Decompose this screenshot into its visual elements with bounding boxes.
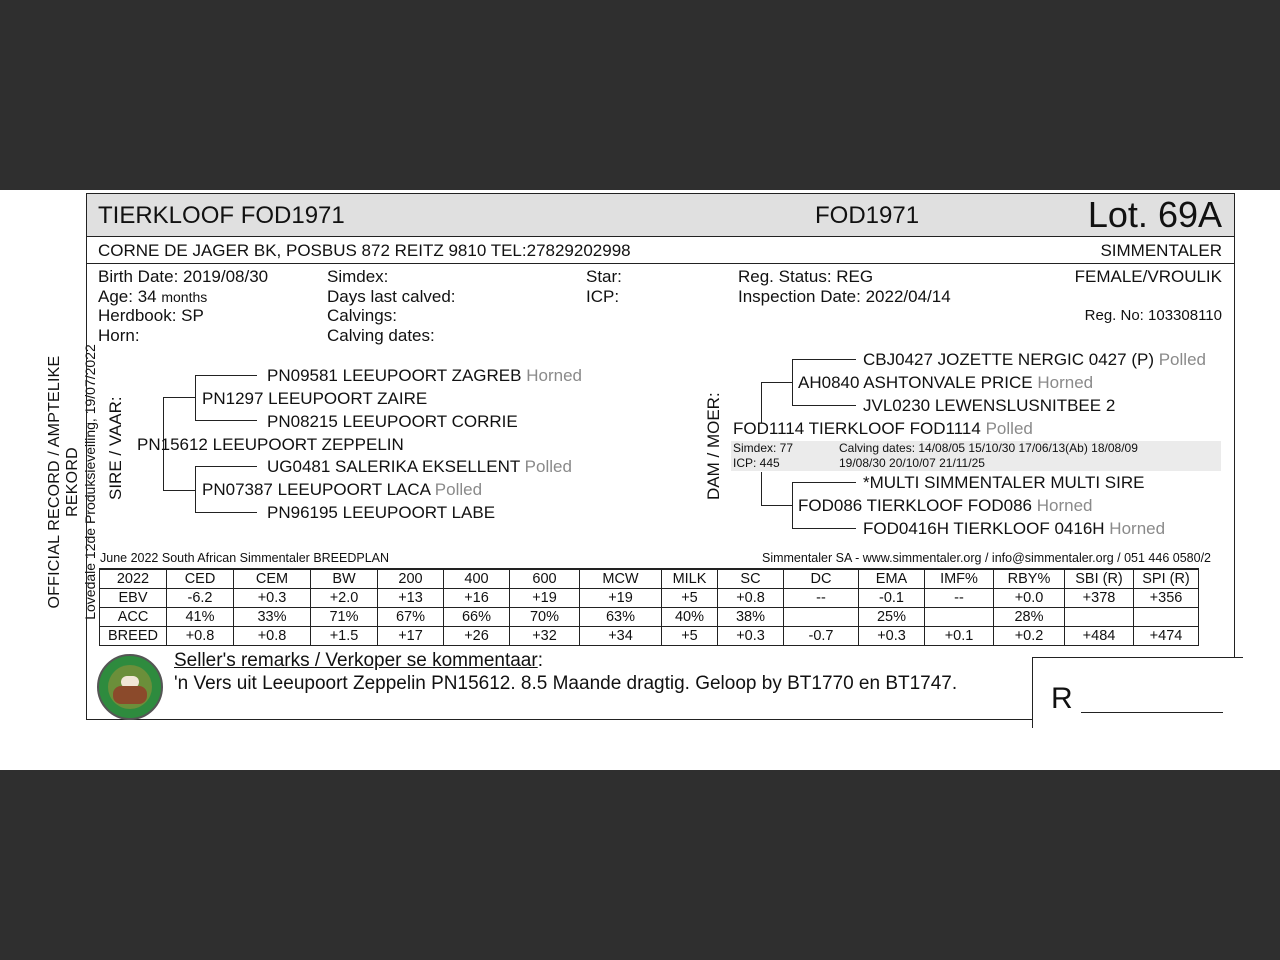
ebv-cell: SBI (R) xyxy=(1065,569,1134,589)
ebv-cell: +0.3 xyxy=(718,627,784,646)
sire: PN15612 LEEUPOORT ZEPPELIN xyxy=(137,435,404,454)
simmentaler-logo-icon xyxy=(97,654,163,720)
ebv-cell: BREED xyxy=(100,627,167,646)
sss-horn: Horned xyxy=(526,366,582,385)
ebv-cell: 200 xyxy=(378,569,444,589)
ebv-cell: EMA xyxy=(859,569,925,589)
dam-simdex: Simdex: 77 xyxy=(733,441,794,455)
sds-horn: Polled xyxy=(524,457,572,476)
price-currency: R xyxy=(1051,682,1073,715)
sire-dam xyxy=(202,480,482,500)
ebv-cell: CEM xyxy=(234,569,311,589)
ped-line xyxy=(163,490,195,491)
logo-cow xyxy=(113,686,147,704)
animal-name: TIERKLOOF FOD1971 xyxy=(98,202,345,229)
dam-icp: ICP: 445 xyxy=(733,456,780,470)
horn: Horn: xyxy=(98,326,140,345)
title-bar xyxy=(87,194,1234,237)
ped-line xyxy=(792,359,856,360)
birth-date: Birth Date: 2019/08/30 xyxy=(98,267,269,286)
ped-line xyxy=(761,382,792,383)
ped-line xyxy=(195,466,196,512)
sd-name: PN07387 LEEUPOORT LACA xyxy=(202,480,431,499)
dam-details-box xyxy=(731,441,1221,471)
dam-calving-dates-1: Calving dates: 14/08/05 15/10/30 17/06/13(Ab) 18/08/09 xyxy=(839,441,1138,455)
dam-name: FOD1114 TIERKLOOF FOD1114 xyxy=(733,419,981,438)
ped-line xyxy=(163,397,195,398)
ebv-cell: +0.8 xyxy=(167,627,234,646)
ebv-cell: +26 xyxy=(444,627,510,646)
sex: FEMALE/VROULIK xyxy=(1074,267,1222,286)
ebv-cell: -0.7 xyxy=(784,627,859,646)
ebv-header-row xyxy=(100,569,1199,589)
ebv-cell: 66% xyxy=(444,608,510,627)
dd-horn: Horned xyxy=(1036,496,1093,515)
dam-sire xyxy=(798,373,1093,393)
owner-details: CORNE DE JAGER BK, POSBUS 872 REITZ 9810 TEL:27829202998 xyxy=(98,241,631,260)
sd-horn: Polled xyxy=(434,480,483,499)
ddd-name: FOD0416H TIERKLOOF 0416H xyxy=(863,519,1105,538)
herdbook: Herdbook: SP xyxy=(98,306,204,325)
auction-name-text: Lovedale 12de Produksieveiling, 19/07/2022 xyxy=(82,344,98,620)
ped-line xyxy=(195,512,257,513)
ebv-cell: IMF% xyxy=(925,569,994,589)
dam-label: DAM / MOER: xyxy=(704,392,723,500)
breed-name: SIMMENTALER xyxy=(1100,241,1222,260)
ebv-cell: +19 xyxy=(580,589,662,608)
ebv-cell: CED xyxy=(167,569,234,589)
ebv-cell xyxy=(784,608,859,627)
remarks-heading xyxy=(174,650,543,672)
remarks-text: 'n Vers uit Leeupoort Zeppelin PN15612. 8.5 Maande dragtig. Geloop by BT1770 en BT1747. xyxy=(174,673,958,694)
ebv-cell: SPI (R) xyxy=(1134,569,1199,589)
ebv-cell: +0.1 xyxy=(925,627,994,646)
ped-line xyxy=(195,420,257,421)
sss-name: PN09581 LEEUPOORT ZAGREB xyxy=(267,366,522,385)
age-unit: months xyxy=(161,289,208,305)
ebv-cell: +19 xyxy=(510,589,580,608)
ebv-cell: +5 xyxy=(662,589,718,608)
ped-line xyxy=(761,382,762,423)
ebv-cell: -- xyxy=(784,589,859,608)
animal-code: FOD1971 xyxy=(815,202,920,229)
ebv-cell: +1.5 xyxy=(311,627,378,646)
ebv-cell: +0.0 xyxy=(994,589,1065,608)
breedplan-title: June 2022 South African Simmentaler BREEDPLAN xyxy=(100,551,390,565)
ebv-cell: ACC xyxy=(100,608,167,627)
price-line xyxy=(1081,712,1223,713)
ebv-row xyxy=(100,627,1199,646)
breedplan-contact: Simmentaler SA - www.simmentaler.org / info@simmentaler.org / 051 446 0580/2 xyxy=(761,551,1211,565)
sire-dam-sire xyxy=(267,457,572,477)
ebv-cell xyxy=(1065,608,1134,627)
ebv-cell: +356 xyxy=(1134,589,1199,608)
dd-name: FOD086 TIERKLOOF FOD086 xyxy=(798,496,1032,515)
simdex: Simdex: xyxy=(327,267,389,286)
calving-dates: Calving dates: xyxy=(327,326,435,345)
remarks-colon: : xyxy=(537,650,543,671)
ebv-row xyxy=(100,589,1199,608)
ebv-cell: +378 xyxy=(1065,589,1134,608)
icp: ICP: xyxy=(586,287,620,306)
dam-dam xyxy=(798,496,1092,516)
ebv-cell: 40% xyxy=(662,608,718,627)
ebv-cell: 28% xyxy=(994,608,1065,627)
ped-line xyxy=(195,375,196,420)
price-box xyxy=(1032,657,1243,728)
ebv-cell xyxy=(925,608,994,627)
ebv-cell: 67% xyxy=(378,608,444,627)
dam-dam-dam xyxy=(863,519,1165,539)
ebv-cell: +0.8 xyxy=(718,589,784,608)
ebv-cell: 41% xyxy=(167,608,234,627)
ebv-cell: +0.2 xyxy=(994,627,1065,646)
ebv-cell: MILK xyxy=(662,569,718,589)
sds-name: UG0481 SALERIKA EKSELLENT xyxy=(267,457,520,476)
dss-name: CBJ0427 JOZETTE NERGIC 0427 (P) xyxy=(863,350,1154,369)
ped-line xyxy=(792,405,856,406)
ped-line xyxy=(195,375,257,376)
ped-line xyxy=(792,482,793,528)
inspection-date: Inspection Date: 2022/04/14 xyxy=(738,287,951,306)
ebv-cell: MCW xyxy=(580,569,662,589)
dam-dam-sire: *MULTI SIMMENTALER MULTI SIRE xyxy=(863,473,1145,492)
ds-horn: Horned xyxy=(1037,373,1094,392)
catalogue-sheet xyxy=(0,190,1280,770)
ebv-cell: +0.3 xyxy=(234,589,311,608)
ebv-cell: -0.1 xyxy=(859,589,925,608)
ebv-cell: +32 xyxy=(510,627,580,646)
days-last-calved: Days last calved: xyxy=(327,287,456,306)
sire-sire: PN1297 LEEUPOORT ZAIRE xyxy=(202,389,428,408)
ped-line xyxy=(195,466,257,467)
reg-number: Reg. No: 103308110 xyxy=(1084,307,1222,324)
ebv-cell: +17 xyxy=(378,627,444,646)
ebv-cell: +13 xyxy=(378,589,444,608)
ped-line xyxy=(792,528,856,529)
dam-calving-dates-2: 19/08/30 20/10/07 21/11/25 xyxy=(839,456,985,470)
dam-sire-dam: JVL0230 LEWENSLUSNITBEE 2 xyxy=(863,396,1116,415)
ebv-cell: +2.0 xyxy=(311,589,378,608)
dam-sire-sire xyxy=(863,350,1206,370)
ebv-cell: DC xyxy=(784,569,859,589)
ebv-cell: +484 xyxy=(1065,627,1134,646)
ebv-cell: +0.3 xyxy=(859,627,925,646)
lot-card xyxy=(86,193,1235,720)
ebv-row xyxy=(100,608,1199,627)
ebv-cell: 63% xyxy=(580,608,662,627)
sire-label: SIRE / VAAR: xyxy=(106,396,125,500)
ebv-cell xyxy=(1134,608,1199,627)
ebv-cell: SC xyxy=(718,569,784,589)
ebv-cell: -- xyxy=(925,589,994,608)
ebv-cell: RBY% xyxy=(994,569,1065,589)
ebv-cell: -6.2 xyxy=(167,589,234,608)
ped-line xyxy=(761,505,792,506)
ebv-cell: 71% xyxy=(311,608,378,627)
ped-line xyxy=(761,472,762,505)
dam-horn: Polled xyxy=(985,419,1033,438)
reg-status: Reg. Status: REG xyxy=(738,267,874,286)
ebv-cell: 38% xyxy=(718,608,784,627)
owner-bar xyxy=(87,237,1234,264)
dss-horn: Polled xyxy=(1158,350,1206,369)
age-value: Age: 34 xyxy=(98,287,157,306)
calvings: Calvings: xyxy=(327,306,397,325)
ebv-cell: 33% xyxy=(234,608,311,627)
star: Star: xyxy=(586,267,622,286)
ebv-cell: 25% xyxy=(859,608,925,627)
ebv-cell: +474 xyxy=(1134,627,1199,646)
ebv-cell: +16 xyxy=(444,589,510,608)
ebv-cell: 400 xyxy=(444,569,510,589)
official-record-text: OFFICIAL RECORD / AMPTELIKE REKORD xyxy=(46,355,81,609)
remarks-heading-text: Seller's remarks / Verkoper se kommentaar xyxy=(174,650,538,671)
dam xyxy=(733,419,1033,439)
ebv-cell: EBV xyxy=(100,589,167,608)
ped-line xyxy=(792,359,793,405)
sire-dam-dam: PN96195 LEEUPOORT LABE xyxy=(267,503,496,522)
sire-sire-dam: PN08215 LEEUPOORT CORRIE xyxy=(267,412,518,431)
ebv-cell: +0.8 xyxy=(234,627,311,646)
ebv-cell: +5 xyxy=(662,627,718,646)
ds-name: AH0840 ASHTONVALE PRICE xyxy=(798,373,1033,392)
sire-sire-sire xyxy=(267,366,582,386)
ddd-horn: Horned xyxy=(1109,519,1166,538)
ebv-table xyxy=(99,568,1199,646)
ebv-cell: BW xyxy=(311,569,378,589)
ebv-cell: 2022 xyxy=(100,569,167,589)
ped-line xyxy=(792,482,856,483)
age xyxy=(98,287,207,307)
lot-number: Lot. 69A xyxy=(1087,194,1222,235)
ebv-cell: 600 xyxy=(510,569,580,589)
ebv-cell: +34 xyxy=(580,627,662,646)
ebv-cell: 70% xyxy=(510,608,580,627)
